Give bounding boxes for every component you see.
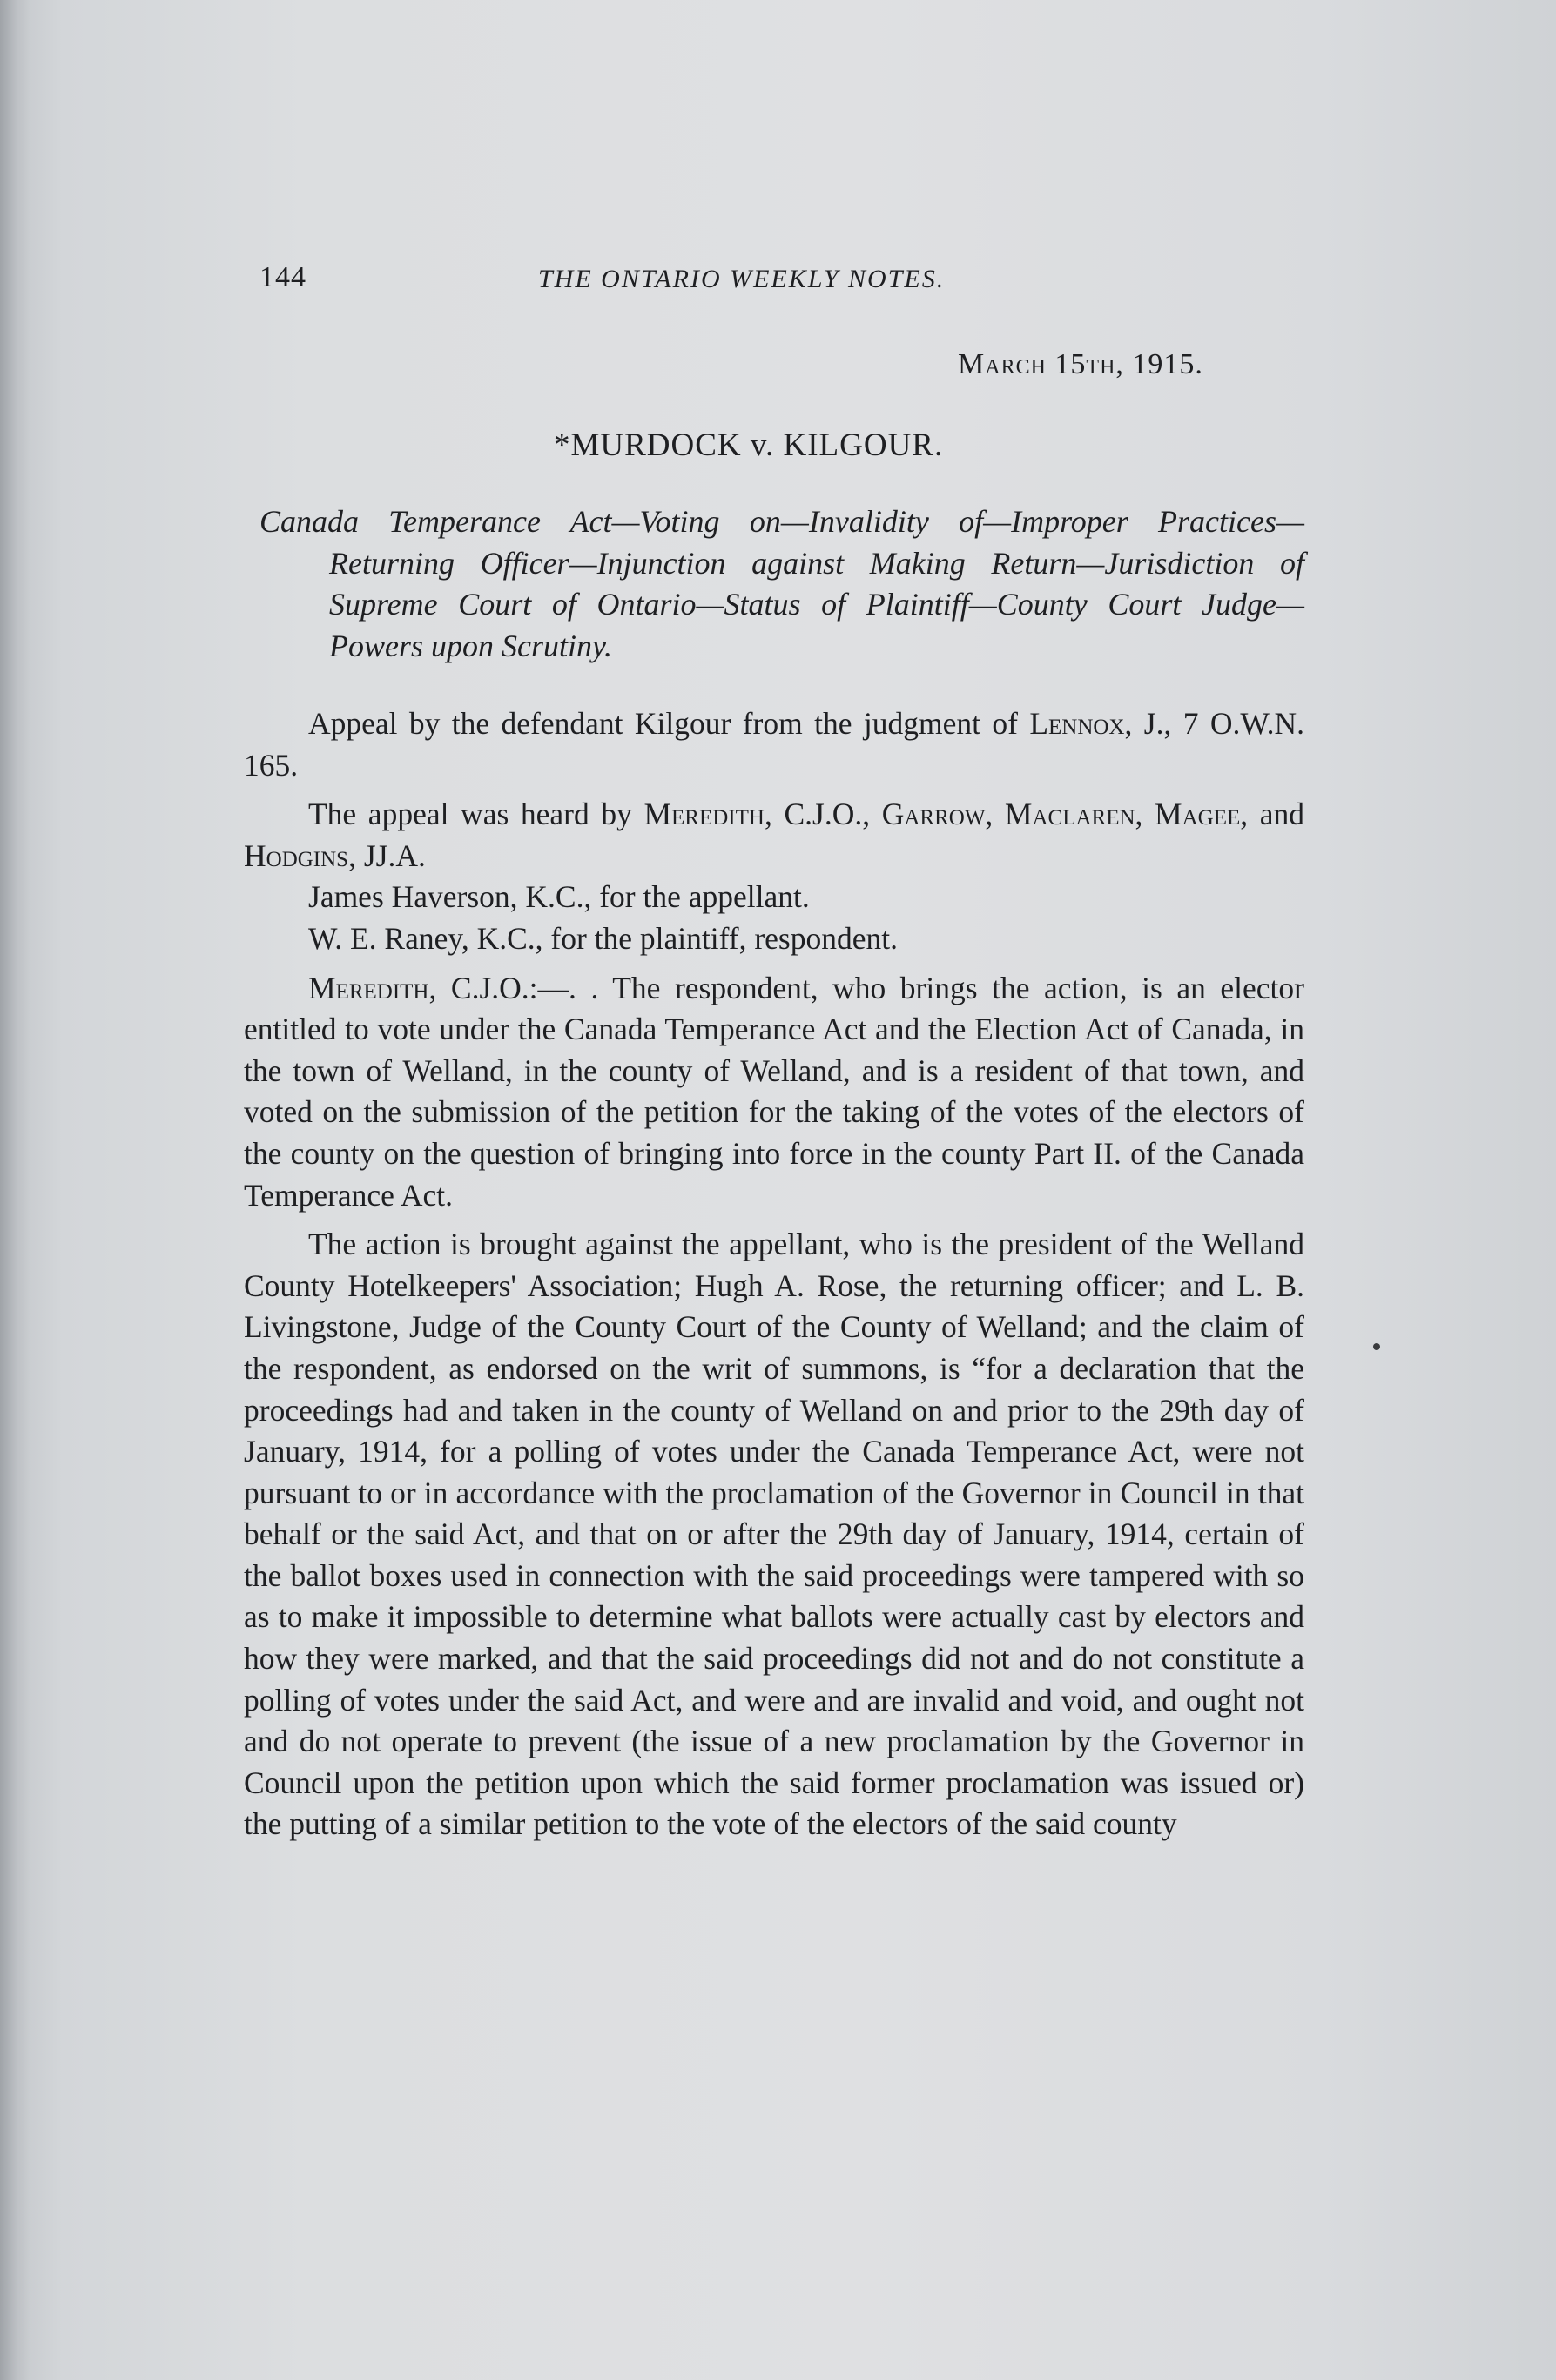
judge-name: Lennox: [1029, 706, 1125, 741]
judgment-paragraph: [244, 968, 1304, 1217]
hearing-text: ,: [985, 797, 994, 832]
appeal-text: Appeal by the defendant Kilgour from the judgment of: [308, 706, 1018, 741]
hearing-text: , C.J.O.,: [764, 797, 871, 832]
hearing-text: The appeal was heard by: [308, 797, 632, 832]
judge-name: Magee: [1155, 797, 1241, 832]
page-header: [259, 261, 1304, 305]
decision-date: March 15th, 1915.: [958, 348, 1203, 380]
judge-name: Garrow: [881, 797, 986, 832]
judge-name: Meredith: [308, 970, 429, 1005]
hearing-text: ,: [1135, 797, 1143, 832]
judge-name: Meredith: [643, 797, 765, 832]
ink-spot: [1373, 1343, 1380, 1350]
headnote: Canada Temperance Act—Voting on—Invalidity of—Improper Practices—Returning Officer—Injunction against Making Return—Jurisdiction of Supreme Court of Ontario—Status of Plaintiff—County Court Judge—Powers upon Scrutiny.: [259, 504, 1304, 663]
hearing-text: , JJ.A.: [348, 837, 426, 873]
appeal-citation: , J., 7 O.W.N. 165.: [244, 706, 1304, 783]
body-text: [244, 703, 1304, 1853]
hearing-text: , and: [1240, 797, 1305, 832]
action-paragraph: The action is brought against the appellant, who is the president of the Welland County Hotelkeepers' Association; Hugh A. Rose, the returning officer; and L. B. Livingstone, Judge of the County Court of the County of Welland; and the claim of the respondent, as endorsed on the writ of summons, is “for a declaration that the proceedings had and taken in the county of Welland on and prior to the 29th day of January, 1914, for a polling of votes under the Canada Temperance Act, were not pursuant to or in accordance with the proclamation of the Governor in Council in that behalf or the said Act, and that on or after the 29th day of January, 1914, certain of the ballot boxes used in connection with the said proceedings were tampered with so as to make it impossible to determine what ballots were actually cast by electors and how they were marked, and that the said proceedings did not and do not constitute a polling of votes under the said Act, and were and are invalid and void, and ought not and do not operate to prevent (the issue of a new proclamation by the Governor in Council upon the petition upon which the said former proclamation was issued or) the putting of a similar petition to the vote of the electors of the said county: [244, 1227, 1304, 1842]
counsel-appellant: James Haverson, K.C., for the appellant.: [308, 879, 810, 915]
judge-name: Maclaren: [1004, 797, 1135, 832]
case-title: *MURDOCK v. KILGOUR.: [554, 427, 944, 463]
counsel-respondent: W. E. Raney, K.C., for the plaintiff, respondent.: [308, 920, 898, 956]
judgment-text: , C.J.O.:—. . The respondent, who brings the action, is an elector entitled to vote under the Canada Temperance Act and the Election Act of Canada, in the town of Welland, in the county of Welland, and is a resident of that town, and voted on the submission of the petition for the taking of the votes of the electors of the county on the question of bringing into force in the county Part II. of the Canada Temperance Act.: [244, 970, 1304, 1213]
appeal-paragraph: [244, 703, 1304, 786]
hearing-paragraph: [244, 794, 1304, 877]
judge-name: Hodgins: [244, 837, 349, 873]
running-head: THE ONTARIO WEEKLY NOTES.: [538, 265, 946, 293]
page-number: 144: [259, 261, 306, 293]
